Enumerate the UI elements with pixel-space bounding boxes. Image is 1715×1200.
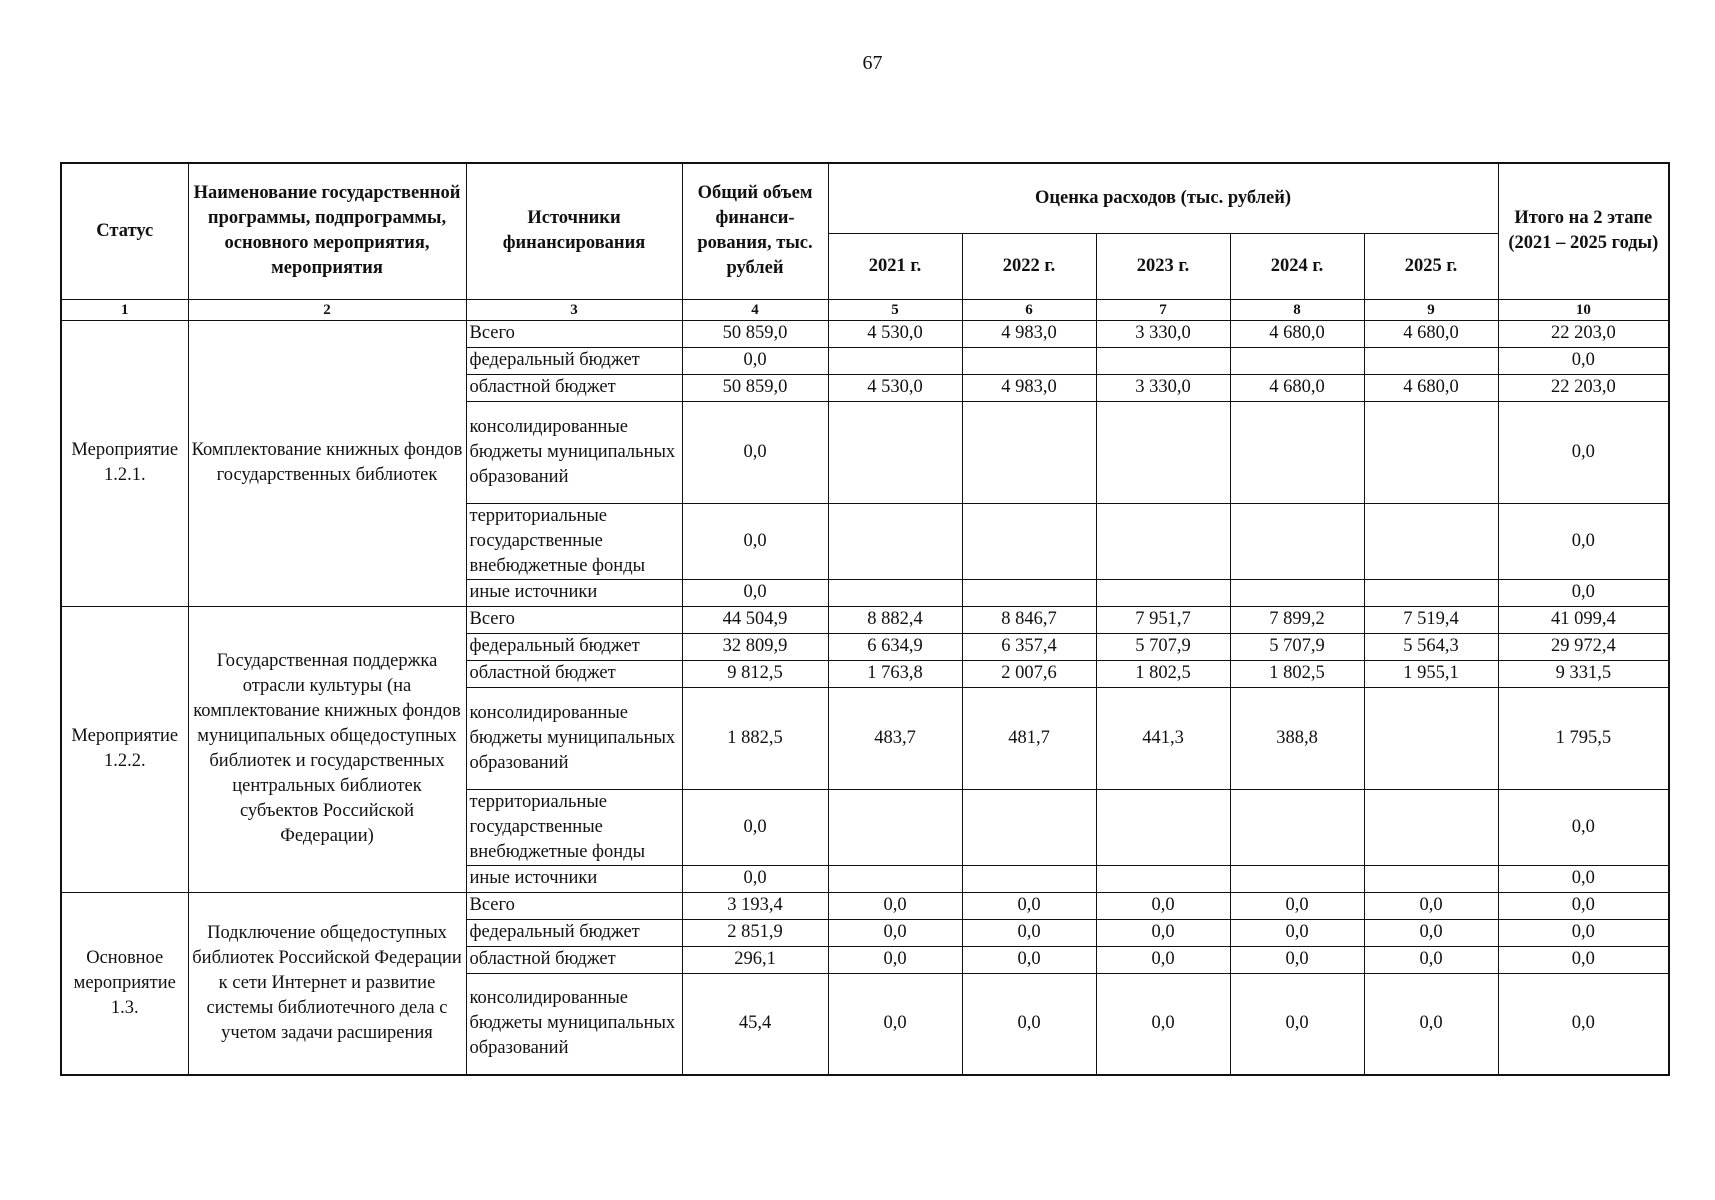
year-value-cell: 1 802,5	[1096, 660, 1230, 687]
year-value-cell: 1 802,5	[1230, 660, 1364, 687]
year-value-cell: 4 680,0	[1364, 374, 1498, 401]
year-value-cell: 1 763,8	[828, 660, 962, 687]
header-year: 2024 г.	[1230, 233, 1364, 299]
header-sources: Источники финансирования	[466, 163, 682, 299]
stage-total-cell: 0,0	[1498, 503, 1669, 579]
year-value-cell: 0,0	[1364, 919, 1498, 946]
column-number: 10	[1498, 299, 1669, 320]
year-value-cell: 0,0	[1364, 946, 1498, 973]
header-estimate: Оценка расходов (тыс. рублей)	[828, 163, 1498, 233]
total-volume-cell: 0,0	[682, 401, 828, 503]
column-number-row	[61, 299, 1669, 320]
column-number: 2	[188, 299, 466, 320]
year-value-cell	[828, 401, 962, 503]
program-name-cell: Государственная поддержка отрасли культуры (на комплектование книжных фондов муниципальных общедоступных библиотек и государственных центральных библиотек субъектов Российской Федерации)	[188, 606, 466, 892]
year-value-cell	[1096, 401, 1230, 503]
year-value-cell	[962, 579, 1096, 606]
year-value-cell: 5 707,9	[1096, 633, 1230, 660]
year-value-cell	[1230, 401, 1364, 503]
header-name: Наименование государственной программы, подпрограммы, основного мероприятия, мероприятия	[188, 163, 466, 299]
column-number: 3	[466, 299, 682, 320]
year-value-cell: 4 680,0	[1364, 320, 1498, 347]
year-value-cell	[1364, 579, 1498, 606]
source-cell: консолидированные бюджеты муниципальных образований	[466, 687, 682, 789]
program-name-cell: Подключение общедоступных библиотек Российской Федерации к сети Интернет и развитие системы библиотечного дела с учетом задачи расширения	[188, 892, 466, 1075]
year-value-cell: 7 519,4	[1364, 606, 1498, 633]
budget-table	[60, 162, 1670, 1076]
stage-total-cell: 0,0	[1498, 865, 1669, 892]
year-value-cell	[962, 865, 1096, 892]
year-value-cell: 0,0	[1096, 892, 1230, 919]
year-value-cell: 0,0	[828, 892, 962, 919]
source-cell: консолидированные бюджеты муниципальных образований	[466, 401, 682, 503]
total-volume-cell: 0,0	[682, 347, 828, 374]
header-year: 2023 г.	[1096, 233, 1230, 299]
status-cell: Основное мероприятие 1.3.	[61, 892, 188, 1075]
year-value-cell: 441,3	[1096, 687, 1230, 789]
total-volume-cell: 3 193,4	[682, 892, 828, 919]
year-value-cell	[828, 579, 962, 606]
source-cell: федеральный бюджет	[466, 347, 682, 374]
header-row	[61, 163, 1669, 233]
source-cell: областной бюджет	[466, 660, 682, 687]
year-value-cell	[1230, 579, 1364, 606]
year-value-cell: 0,0	[1230, 892, 1364, 919]
total-volume-cell: 0,0	[682, 503, 828, 579]
program-name-cell: Комплектование книжных фондов государственных библиотек	[188, 320, 466, 606]
source-cell: иные источники	[466, 865, 682, 892]
stage-total-cell: 22 203,0	[1498, 320, 1669, 347]
header-year: 2025 г.	[1364, 233, 1498, 299]
source-cell: федеральный бюджет	[466, 633, 682, 660]
total-volume-cell: 0,0	[682, 579, 828, 606]
status-cell: Мероприятие 1.2.2.	[61, 606, 188, 892]
year-value-cell	[1364, 789, 1498, 865]
year-value-cell	[1096, 503, 1230, 579]
source-cell: федеральный бюджет	[466, 919, 682, 946]
year-value-cell	[1096, 865, 1230, 892]
stage-total-cell: 0,0	[1498, 579, 1669, 606]
year-value-cell	[962, 789, 1096, 865]
stage-total-cell: 9 331,5	[1498, 660, 1669, 687]
total-volume-cell: 44 504,9	[682, 606, 828, 633]
year-value-cell: 3 330,0	[1096, 374, 1230, 401]
year-value-cell	[1230, 347, 1364, 374]
year-value-cell: 0,0	[962, 919, 1096, 946]
stage-total-cell: 0,0	[1498, 892, 1669, 919]
total-volume-cell: 9 812,5	[682, 660, 828, 687]
column-number: 5	[828, 299, 962, 320]
source-cell: областной бюджет	[466, 946, 682, 973]
year-value-cell	[1096, 789, 1230, 865]
year-value-cell: 4 983,0	[962, 374, 1096, 401]
year-value-cell: 0,0	[1230, 973, 1364, 1075]
year-value-cell: 8 846,7	[962, 606, 1096, 633]
year-value-cell: 0,0	[828, 973, 962, 1075]
table-body	[61, 320, 1669, 1075]
year-value-cell: 0,0	[828, 919, 962, 946]
year-value-cell: 483,7	[828, 687, 962, 789]
total-volume-cell: 0,0	[682, 789, 828, 865]
year-value-cell	[828, 347, 962, 374]
source-cell: консолидированные бюджеты муниципальных образований	[466, 973, 682, 1075]
year-value-cell	[962, 347, 1096, 374]
table-row	[61, 892, 1669, 919]
year-value-cell: 0,0	[1096, 919, 1230, 946]
stage-total-cell: 1 795,5	[1498, 687, 1669, 789]
stage-total-cell: 41 099,4	[1498, 606, 1669, 633]
total-volume-cell: 50 859,0	[682, 374, 828, 401]
year-value-cell: 4 530,0	[828, 320, 962, 347]
stage-total-cell: 22 203,0	[1498, 374, 1669, 401]
total-volume-cell: 2 851,9	[682, 919, 828, 946]
year-value-cell: 5 707,9	[1230, 633, 1364, 660]
year-value-cell	[1230, 503, 1364, 579]
column-number: 8	[1230, 299, 1364, 320]
year-value-cell	[1230, 865, 1364, 892]
header-status: Статус	[61, 163, 188, 299]
year-value-cell: 0,0	[1096, 946, 1230, 973]
header-year: 2022 г.	[962, 233, 1096, 299]
total-volume-cell: 32 809,9	[682, 633, 828, 660]
stage-total-cell: 0,0	[1498, 946, 1669, 973]
stage-total-cell: 0,0	[1498, 973, 1669, 1075]
year-value-cell: 5 564,3	[1364, 633, 1498, 660]
source-cell: Всего	[466, 892, 682, 919]
total-volume-cell: 1 882,5	[682, 687, 828, 789]
year-value-cell: 0,0	[1230, 946, 1364, 973]
stage-total-cell: 0,0	[1498, 401, 1669, 503]
year-value-cell	[1364, 865, 1498, 892]
year-value-cell	[1230, 789, 1364, 865]
table-row	[61, 606, 1669, 633]
year-value-cell: 4 680,0	[1230, 320, 1364, 347]
year-value-cell	[1364, 503, 1498, 579]
stage-total-cell: 0,0	[1498, 347, 1669, 374]
year-value-cell: 6 634,9	[828, 633, 962, 660]
year-value-cell: 0,0	[828, 946, 962, 973]
year-value-cell: 1 955,1	[1364, 660, 1498, 687]
column-number: 7	[1096, 299, 1230, 320]
year-value-cell: 0,0	[1096, 973, 1230, 1075]
year-value-cell	[962, 401, 1096, 503]
year-value-cell: 481,7	[962, 687, 1096, 789]
stage-total-cell: 0,0	[1498, 789, 1669, 865]
year-value-cell: 0,0	[962, 892, 1096, 919]
year-value-cell: 4 530,0	[828, 374, 962, 401]
year-value-cell	[962, 503, 1096, 579]
year-value-cell	[828, 503, 962, 579]
total-volume-cell: 50 859,0	[682, 320, 828, 347]
year-value-cell: 7 951,7	[1096, 606, 1230, 633]
year-value-cell: 2 007,6	[962, 660, 1096, 687]
total-volume-cell: 296,1	[682, 946, 828, 973]
year-value-cell	[1364, 687, 1498, 789]
year-value-cell	[1096, 579, 1230, 606]
year-value-cell: 0,0	[1364, 892, 1498, 919]
column-number: 4	[682, 299, 828, 320]
stage-total-cell: 0,0	[1498, 919, 1669, 946]
year-value-cell	[828, 865, 962, 892]
page-number: 67	[862, 52, 883, 74]
stage-total-cell: 29 972,4	[1498, 633, 1669, 660]
year-value-cell	[1096, 347, 1230, 374]
total-volume-cell: 45,4	[682, 973, 828, 1075]
year-value-cell: 0,0	[1230, 919, 1364, 946]
source-cell: Всего	[466, 320, 682, 347]
total-volume-cell: 0,0	[682, 865, 828, 892]
year-value-cell: 7 899,2	[1230, 606, 1364, 633]
year-value-cell: 0,0	[962, 973, 1096, 1075]
year-value-cell: 3 330,0	[1096, 320, 1230, 347]
source-cell: территориальные государственные внебюджетные фонды	[466, 503, 682, 579]
year-value-cell	[828, 789, 962, 865]
status-cell: Мероприятие 1.2.1.	[61, 320, 188, 606]
year-value-cell: 0,0	[962, 946, 1096, 973]
year-value-cell: 388,8	[1230, 687, 1364, 789]
year-value-cell: 0,0	[1364, 973, 1498, 1075]
header-stage-total: Итого на 2 этапе (2021 – 2025 годы)	[1498, 163, 1669, 299]
year-value-cell: 4 983,0	[962, 320, 1096, 347]
year-value-cell	[1364, 347, 1498, 374]
source-cell: территориальные государственные внебюджетные фонды	[466, 789, 682, 865]
column-number: 9	[1364, 299, 1498, 320]
column-number: 6	[962, 299, 1096, 320]
source-cell: Всего	[466, 606, 682, 633]
column-number: 1	[61, 299, 188, 320]
year-value-cell: 8 882,4	[828, 606, 962, 633]
header-year: 2021 г.	[828, 233, 962, 299]
header-total-volume: Общий объем финанси-рования, тыс. рублей	[682, 163, 828, 299]
table-row	[61, 320, 1669, 347]
year-value-cell: 6 357,4	[962, 633, 1096, 660]
source-cell: областной бюджет	[466, 374, 682, 401]
source-cell: иные источники	[466, 579, 682, 606]
year-value-cell	[1364, 401, 1498, 503]
year-value-cell: 4 680,0	[1230, 374, 1364, 401]
